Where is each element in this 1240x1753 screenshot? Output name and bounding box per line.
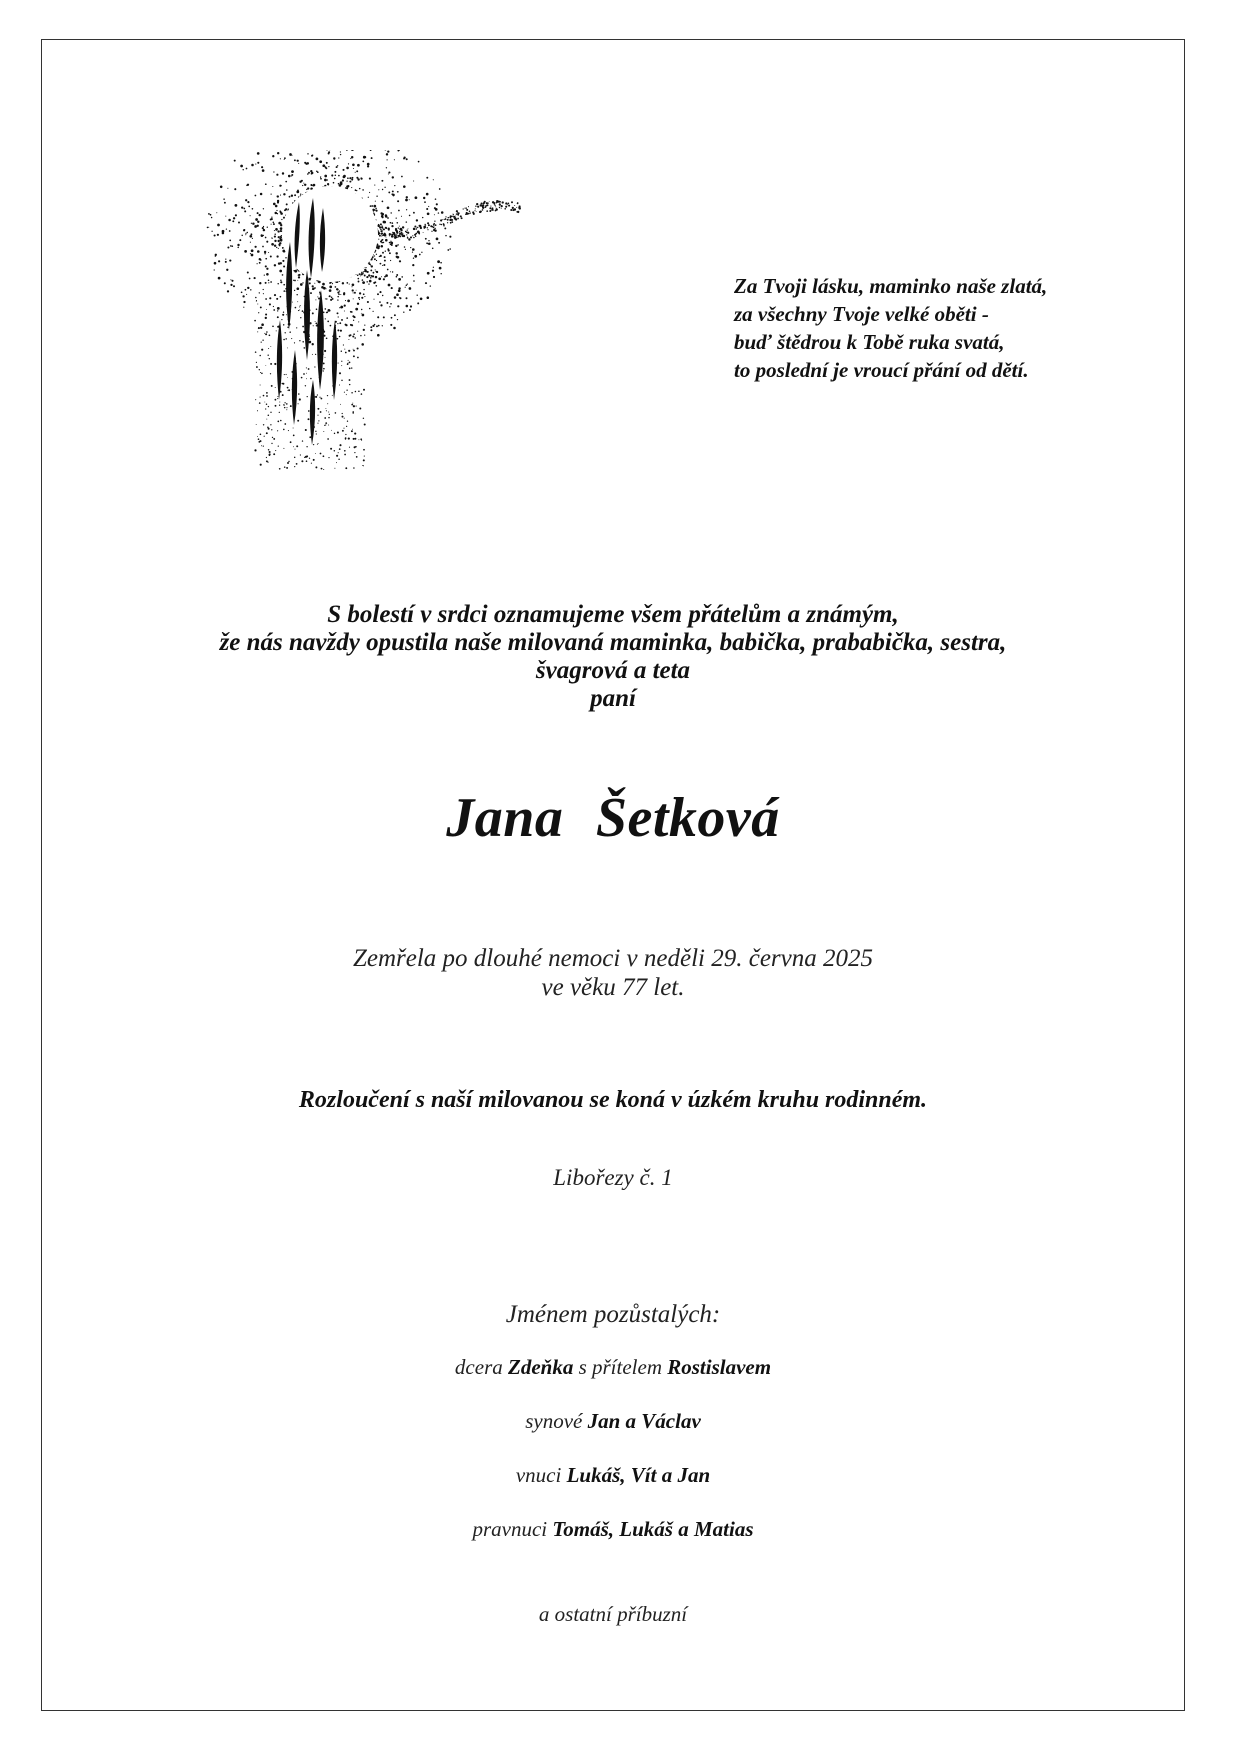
poem-line: za všechny Tvoje velké oběti - bbox=[734, 302, 989, 326]
mourner-names: Tomáš, Lukáš a Matias bbox=[552, 1517, 754, 1541]
mourner-row bbox=[41, 1353, 1185, 1407]
death-notice-line: ve věku 77 let. bbox=[541, 974, 685, 1001]
address: Libořezy č. 1 bbox=[553, 1165, 673, 1190]
poem-line: buď štědrou k Tobě ruka svatá, bbox=[734, 330, 1005, 354]
death-notice-line: Zemřela po dlouhé nemoci v neděli 29. června 2025 bbox=[352, 945, 873, 972]
moon-and-candles-emblem-icon bbox=[195, 150, 530, 530]
mourner-row bbox=[41, 1515, 1185, 1569]
mourner-relation: pravnuci bbox=[472, 1517, 548, 1541]
memorial-poem bbox=[734, 272, 1047, 384]
announcement-line: že nás navždy opustila naše milovaná maminka, babička, prababička, sestra, bbox=[219, 629, 1007, 656]
emblem-speckles bbox=[207, 150, 521, 470]
mourner-relation: vnuci bbox=[515, 1463, 562, 1487]
mourner-connector: s přítelem bbox=[578, 1355, 662, 1379]
announcement-line: paní bbox=[590, 685, 636, 712]
announcement-line: švagrová a teta bbox=[535, 657, 691, 684]
poem-line: Za Tvoji lásku, maminko naše zlatá, bbox=[734, 274, 1048, 298]
deceased-name: Jana Šetková bbox=[446, 787, 780, 849]
farewell-notice: Rozloučení s naší milovanou se koná v úzkém kruhu rodinném. bbox=[298, 1087, 928, 1113]
other-relatives: a ostatní příbuzní bbox=[538, 1602, 688, 1626]
mourners-list bbox=[41, 1353, 1185, 1569]
on-behalf-heading: Jménem pozůstalých: bbox=[505, 1301, 721, 1328]
death-notice bbox=[41, 944, 1185, 1002]
mourner-row bbox=[41, 1461, 1185, 1515]
mourner-names: Jan a Václav bbox=[587, 1409, 701, 1433]
mourner-relation: synové bbox=[525, 1409, 583, 1433]
mourner-relation: dcera bbox=[454, 1355, 503, 1379]
announcement bbox=[41, 601, 1185, 713]
announcement-line: S bolestí v srdci oznamujeme všem přátelům a známým, bbox=[327, 601, 899, 628]
mourner-row bbox=[41, 1407, 1185, 1461]
mourner-names: Rostislavem bbox=[667, 1355, 772, 1379]
poem-line: to poslední je vroucí přání od dětí. bbox=[734, 358, 1029, 382]
mourner-names: Zdeňka bbox=[508, 1355, 574, 1379]
mourner-names: Lukáš, Vít a Jan bbox=[566, 1463, 711, 1487]
